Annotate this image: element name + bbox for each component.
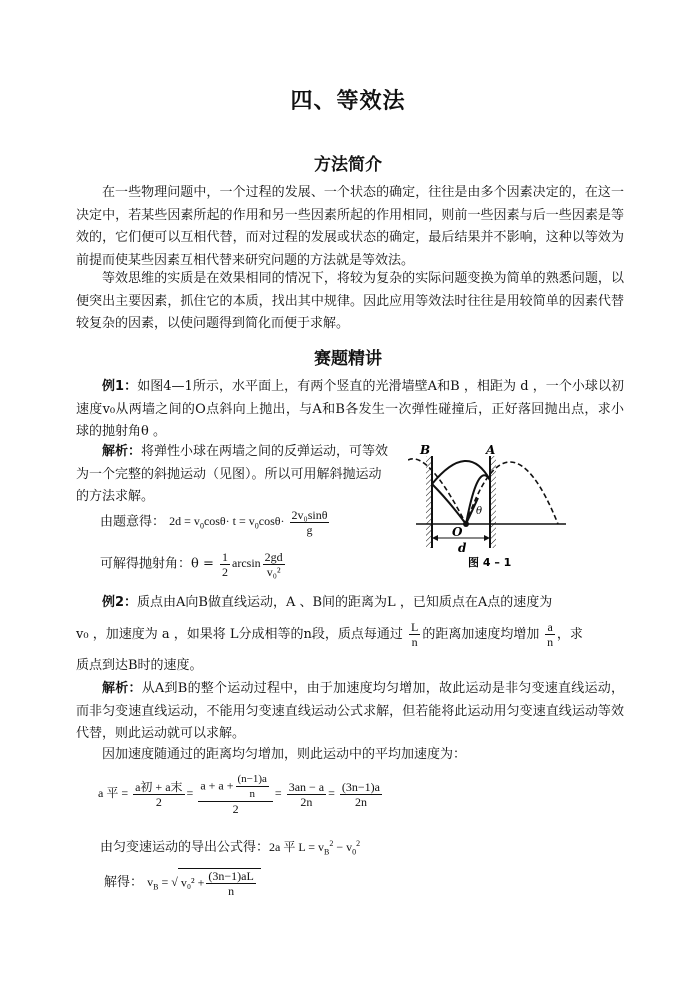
example2-derived-formula: 由匀变速运动的导出公式得：2a 平 $L = v_B^2 - v_0^2$ <box>100 839 361 857</box>
example2-line-1: 例2：质点由A向B做直线运动，A 、B间的距离为L ，已知质点在A点的速度为 <box>102 595 553 610</box>
example1-label: 例1： <box>102 379 138 394</box>
example1-text <box>76 376 624 444</box>
example2-frac-a-n: $\frac{a}{n}$ <box>547 620 554 649</box>
section-heading-method: 方法简介 <box>314 155 382 175</box>
example2-average-accel-equation: a 平 = $\frac{\text{a初 + a末}}{2}$ = a + a + $\frac{(n-1)a}{n}$ 2 = $\frac{3an - a}{2n}$ = $\frac{(3n-1)a}{2n}$ <box>98 773 380 816</box>
intro-paragraph-2: 等效思维的实质是在效果相同的情况下，将较为复杂的实际问题变换为简单的熟悉问题，以便突出主要因素，抓住它的本质，找出其中规律。因此应用等效法时往往是用较简单的因素代替较复杂的因素，以使问题得到简化而便于求解。 <box>76 271 624 331</box>
figure-4-1 <box>408 440 588 580</box>
example2-solution: 解析：从A到B的整个运动过程中，由于加速度均匀增加，故此运动是非匀变速直线运动，而非匀变速直线运动，不能用匀变速直线运动公式求解，但若能将此运动用匀变速直线运动等效代替，则此运动就可以求解。 <box>76 681 624 741</box>
example1-eq1-fraction: $\frac{\text{2v₀sinθ}}{g}$ <box>291 508 328 537</box>
label-theta: θ <box>476 506 483 517</box>
example2-line-2: v₀ ，加速度为 a ，如果将 L分成相等的n段，质点每通过 $\frac{L}{n}$ 的距离加速度均增加 $\frac{a}{n}$ ，求 <box>76 620 583 649</box>
example2-frac-l-n: $\frac{L}{n}$ <box>410 620 419 649</box>
point-o <box>463 521 469 527</box>
section-heading-problems: 赛题精讲 <box>314 349 382 369</box>
example2-result: 解得： $v_B$ = √ v₀² + $\frac{(3n-1)aL}{n}$ <box>104 868 261 898</box>
example2-average-accel-text: 因加速度随通过的距离均匀增加，则此运动中的平均加速度为： <box>102 747 467 762</box>
example2-line-3: 质点到达B时的速度。 <box>76 658 203 673</box>
page-title: 四、等效法 <box>290 89 406 114</box>
example1-equation-2: 可解得抛射角：θ = $\frac{1}{2}$ arcsin $\frac{2gd}{\text{v₀²}}$ <box>100 550 283 579</box>
label-b: B <box>420 443 431 457</box>
example1-solution-label: 解析 <box>102 444 129 459</box>
example1-solution: 解析：将弹性小球在两墙之间的反弹运动，可等效为一个完整的斜抛运动（见图）。所以可用解斜抛运动的方法求解。 <box>76 444 389 504</box>
trajectory-solid-down <box>432 484 466 524</box>
example2-label: 例2： <box>102 595 138 610</box>
example1-equation-1: 由题意得： $2d = v_0\cos\theta\cdot t = v_0\cos\theta\cdot$ $\frac{\text{2v₀sinθ}}{g}$ <box>100 508 328 537</box>
label-a: A <box>486 443 496 457</box>
example1-body: 如图4—1所示，水平面上，有两个竖直的光滑墙壁A和B ，相距为 d ，一个小球以初速度v₀从两墙之间的O点斜向上抛出，与A和B各发生一次弹性碰撞后，正好落回抛出点，求小球的抛射角θ 。 <box>76 379 625 439</box>
example2-solution-text: 从A到B的整个运动过程中，由于加速度均匀增加，故此运动是非匀变速直线运动，而非匀变速直线运动，不能用匀变速直线运动公式求解，但若能将此运动用匀变速直线运动等效代替，则此运动就可以求解。 <box>76 681 624 741</box>
label-o: O <box>452 525 463 539</box>
figure-caption: 图 4 – 1 <box>468 556 512 569</box>
label-d: d <box>458 541 467 555</box>
intro-paragraph-1: 在一些物理问题中，一个过程的发展、一个状态的确定，往往是由多个因素决定的，在这一决定中，若某些因素所起的作用和另一些因素所起的作用相同，则前一些因素与后一些因素是等效的，它们便可以互相代替，而对过程的发展或状态的确定，最后结果并不影响，这种以等效为前提而使某些因素互相代替来研究问题的方法就是等效法。 <box>76 185 624 268</box>
example2-solution-label: 解析 <box>102 681 129 696</box>
example1-solution-text: 将弹性小球在两墙之间的反弹运动，可等效为一个完整的斜抛运动（见图）。所以可用解斜抛运动的方法求解。 <box>76 444 389 504</box>
